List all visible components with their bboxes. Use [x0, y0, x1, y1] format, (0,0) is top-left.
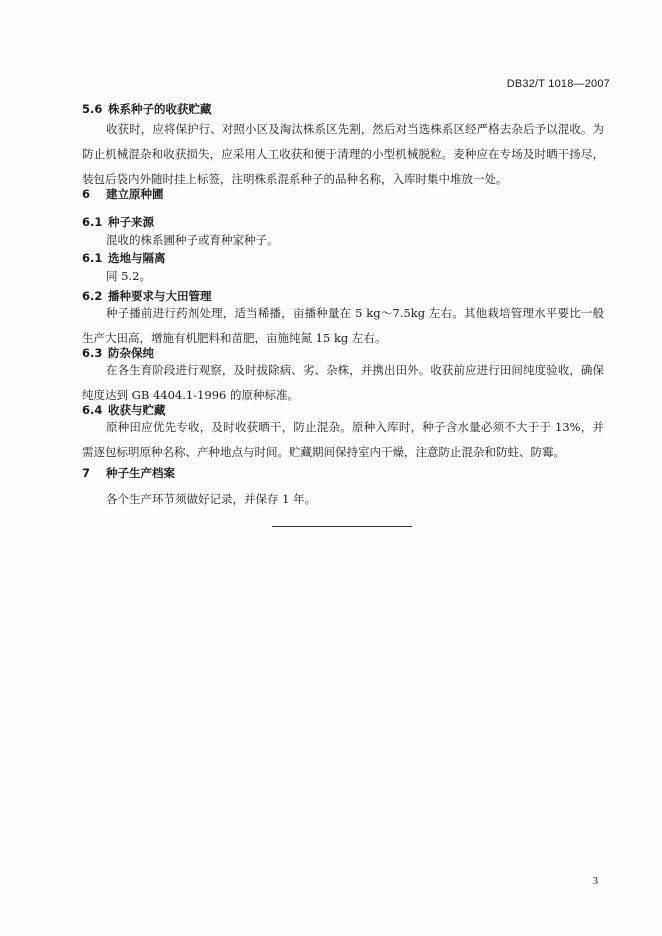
section-heading-6: [82, 186, 604, 202]
section-number: 6.4: [82, 403, 103, 417]
paragraph-6-2: 种子播前进行药剂处理，适当稀播，亩播种量在 5 kg～7.5kg 左右。其他栽培管理水平要比一般生产大田高，增施有机肥料和苗肥，亩施纯氮 15 kg 左右。: [82, 306, 604, 345]
section-title: 防杂保纯: [108, 346, 155, 360]
section-number: 5.6: [82, 102, 103, 116]
end-rule: [272, 526, 412, 527]
section-heading-6-1-seed-source: [82, 214, 604, 230]
paragraph-6-4: 原种田应优先专收，及时收获晒干，防止混杂。原种入库时，种子含水量必须不大于于 13%，并需逐包标明原种名称、产种地点与时间。贮藏期间保持室内干燥，注意防止混杂和防蛀、防霉。: [82, 420, 604, 459]
section-heading-7: [82, 465, 604, 481]
section-number: 6.2: [82, 289, 103, 303]
paragraph-6-1-site: 同 5.2。: [106, 269, 151, 283]
page-number: 3: [592, 875, 598, 887]
section-title: 建立原种圃: [106, 187, 164, 201]
section-title: 播种要求与大田管理: [108, 289, 212, 303]
section-number: 7: [82, 466, 91, 480]
section-heading-5-6: [82, 101, 604, 117]
section-title: 种子生产档案: [106, 466, 176, 480]
section-number: 6.1: [82, 215, 103, 229]
section-number: 6.1: [82, 251, 103, 265]
standard-code: DB32/T 1018—2007: [506, 78, 610, 90]
section-title: 收获与贮藏: [108, 403, 166, 417]
section-title: 株系种子的收获贮藏: [108, 102, 212, 116]
paragraph-7: 各个生产环节须做好记录，并保存 1 年。: [106, 492, 317, 506]
paragraph-6-1-seed-source: 混收的株系圃种子或育种家种子。: [106, 233, 279, 247]
section-number: 6.3: [82, 346, 103, 360]
section-number: 6: [82, 187, 91, 201]
section-title: 种子来源: [108, 215, 155, 229]
paragraph-6-3: 在各生育阶段进行观察，及时拔除病、劣、杂株，并携出田外。收获前应进行田间纯度验收，确保纯度达到 GB 4404.1-1996 的原种标准。: [82, 363, 604, 402]
section-title: 选地与隔离: [108, 251, 166, 265]
section-heading-6-1-site: [82, 250, 604, 266]
paragraph-5-6: 收获时，应将保护行、对照小区及淘汰株系区先割，然后对当选株系区经严格去杂后予以混收。为防止机械混杂和收获损失，应采用人工收获和便于清理的小型机械脱粒。麦种应在专场及时晒干扬尽，装包后袋内外随时挂上标签，注明株系混系种子的品种名称，入库时集中堆放一处。: [82, 122, 604, 186]
